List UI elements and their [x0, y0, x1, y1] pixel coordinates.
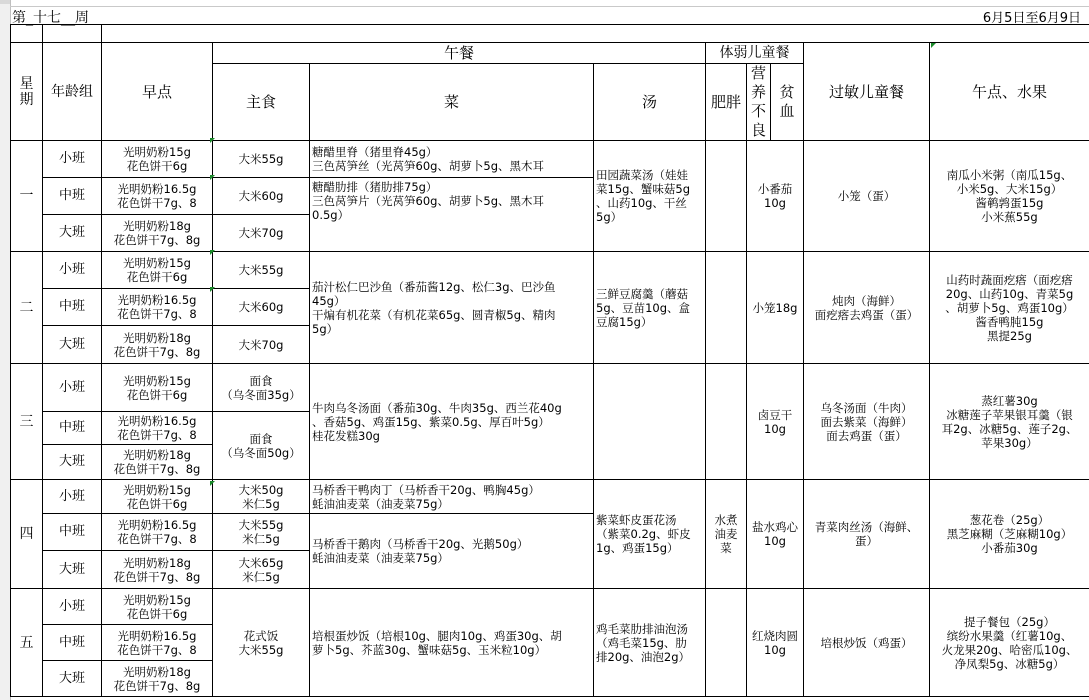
obese-cell[interactable]	[706, 252, 747, 364]
date-range: 6月5日至6月9日	[982, 11, 1081, 26]
week-label: 第_十七__周	[12, 10, 89, 26]
breakfast-cell[interactable]: 光明奶粉16.5g 花色饼干7g、8	[102, 178, 213, 215]
grade-big[interactable]: 大班	[43, 551, 102, 589]
cell-indicator-icon	[210, 138, 215, 143]
grade-middle[interactable]: 中班	[43, 178, 102, 215]
obese-cell[interactable]	[706, 141, 747, 252]
malnutrition-anemia-cell[interactable]: 小番茄 10g	[747, 141, 804, 252]
header-blank-left2	[43, 25, 102, 43]
grade-small[interactable]: 小班	[43, 141, 102, 178]
staple-header: 主食	[213, 64, 310, 141]
grade-small[interactable]: 小班	[43, 252, 102, 289]
soup-header: 汤	[594, 64, 706, 141]
snack-cell[interactable]: 提子餐包（25g） 缤纷水果羹（红薯10g、 火龙果20g、哈密瓜10g、 净凤梨5g、冰糖5g）	[930, 589, 1089, 697]
grade-small[interactable]: 小班	[43, 480, 102, 514]
malnutrition-anemia-cell[interactable]: 卤豆干 10g	[747, 364, 804, 480]
staple-cell[interactable]: 花式饭 大米55g	[213, 589, 310, 697]
breakfast-cell[interactable]: 光明奶粉16.5g 花色饼干7g、8	[102, 514, 213, 551]
dish-header: 菜	[310, 64, 594, 141]
weekday-cell[interactable]: 五	[11, 589, 43, 697]
grade-middle[interactable]: 中班	[43, 514, 102, 551]
cell-indicator-icon	[210, 175, 215, 180]
grade-middle[interactable]: 中班	[43, 625, 102, 661]
cell-indicator-icon	[210, 287, 215, 292]
breakfast-cell[interactable]: 光明奶粉15g 花色饼干6g	[102, 480, 213, 514]
obese-header: 肥胖	[706, 64, 747, 141]
malnutrition-anemia-cell[interactable]: 小笼18g	[747, 252, 804, 364]
snack-cell[interactable]: 南瓜小米粥（南瓜15g、 小米5g、大米15g） 酱鹌鹑蛋15g 小米蕉55g	[930, 141, 1089, 252]
weekday-cell[interactable]: 三	[11, 364, 43, 480]
grade-big[interactable]: 大班	[43, 215, 102, 252]
staple-cell[interactable]: 大米70g	[213, 215, 310, 252]
staple-cell[interactable]: 大米60g	[213, 289, 310, 326]
malnutrition-anemia-cell[interactable]: 红烧肉圆 10g	[747, 589, 804, 697]
snack-cell[interactable]: 葱花卷（25g） 黑芝麻糊（芝麻糊10g） 小番茄30g	[930, 480, 1089, 589]
breakfast-cell[interactable]: 光明奶粉18g 花色饼干7g、8g	[102, 215, 213, 252]
grade-big[interactable]: 大班	[43, 661, 102, 697]
malnutrition-header: 营养不良	[747, 64, 771, 141]
staple-cell[interactable]: 大米65g 米仁5g	[213, 551, 310, 589]
breakfast-cell[interactable]: 光明奶粉15g 花色饼干6g	[102, 141, 213, 178]
cell-indicator-icon	[210, 250, 215, 255]
weekday-cell[interactable]: 一	[11, 141, 43, 252]
allergy-cell[interactable]: 小笼（蛋）	[804, 141, 930, 252]
breakfast-cell[interactable]: 光明奶粉18g 花色饼干7g、8g	[102, 326, 213, 364]
soup-cell[interactable]: 三鲜豆腐羹（蘑菇 5g、豆苗10g、盒 豆腐15g）	[594, 252, 706, 364]
staple-cell[interactable]: 大米55g	[213, 141, 310, 178]
grade-big[interactable]: 大班	[43, 445, 102, 480]
dish-cell[interactable]: 茄汁松仁巴沙鱼（番茄酱12g、松仁3g、巴沙鱼 45g） 干煸有机花菜（有机花菜65g、圆青椒5g、精肉 5g）	[310, 252, 594, 364]
age-group-header: 年龄组	[43, 43, 102, 141]
staple-cell[interactable]: 大米55g	[213, 252, 310, 289]
weekday-header: 星期	[11, 43, 43, 141]
soup-cell[interactable]: 紫菜虾皮蛋花汤 （紫菜0.2g、虾皮 1g、鸡蛋15g）	[594, 480, 706, 589]
snack-cell[interactable]: 蒸红薯30g 冰糖莲子苹果银耳羹（银 耳2g、冰糖5g、莲子2g、 苹果30g）	[930, 364, 1089, 480]
header-blank-left	[11, 25, 43, 43]
sheet-corner[interactable]	[0, 0, 10, 4]
grade-big[interactable]: 大班	[43, 326, 102, 364]
grade-small[interactable]: 小班	[43, 364, 102, 412]
snack-cell[interactable]: 山药时蔬面疙瘩（面疙瘩 20g、山药10g、青菜5g 、胡萝卜5g、鸡蛋10g） 酱香鸭肫15g 黑提25g	[930, 252, 1089, 364]
breakfast-cell[interactable]: 光明奶粉15g 花色饼干6g	[102, 589, 213, 625]
anemia-header: 贫血	[771, 64, 804, 141]
dish-cell[interactable]: 牛肉乌冬汤面（番茄30g、牛肉35g、西兰花40g 、香菇5g、鸡蛋15g、紫菜0.5g、厚百叶5g） 桂花发糕30g	[310, 364, 594, 480]
header-blank-top	[102, 25, 1089, 43]
allergy-cell[interactable]: 炖肉（海鲜） 面疙瘩去鸡蛋（蛋）	[804, 252, 930, 364]
allergy-cell[interactable]: 青菜肉丝汤（海鲜、 蛋）	[804, 480, 930, 589]
dish-cell[interactable]: 马桥香干鸭肉丁（马桥香干20g、鸭胸45g） 蚝油油麦菜（油麦菜75g）	[310, 480, 594, 514]
grade-middle[interactable]: 中班	[43, 412, 102, 445]
malnutrition-anemia-cell[interactable]: 盐水鸡心 10g	[747, 480, 804, 589]
breakfast-header: 早点	[102, 43, 213, 141]
breakfast-cell[interactable]: 光明奶粉18g 花色饼干7g、8g	[102, 661, 213, 697]
breakfast-cell[interactable]: 光明奶粉15g 花色饼干6g	[102, 252, 213, 289]
breakfast-cell[interactable]: 光明奶粉16.5g 花色饼干7g、8	[102, 289, 213, 326]
breakfast-cell[interactable]: 光明奶粉18g 花色饼干7g、8g	[102, 551, 213, 589]
staple-cell[interactable]: 大米70g	[213, 326, 310, 364]
staple-cell[interactable]: 面食 （乌冬面35g）	[213, 364, 310, 412]
staple-cell[interactable]: 大米50g 米仁5g	[213, 480, 310, 514]
breakfast-cell[interactable]: 光明奶粉15g 花色饼干6g	[102, 364, 213, 412]
staple-cell[interactable]: 大米55g 米仁5g	[213, 514, 310, 551]
staple-cell[interactable]: 大米60g	[213, 178, 310, 215]
staple-cell[interactable]: 面食 （乌冬面50g）	[213, 412, 310, 480]
allergy-cell[interactable]: 培根炒饭（鸡蛋）	[804, 589, 930, 697]
top-row-line	[10, 0, 1089, 7]
weak-meal-header: 体弱儿童餐	[706, 43, 804, 64]
dish-cell[interactable]: 糖醋里脊（猪里脊45g） 三色莴笋丝（光莴笋60g、胡萝卜5g、黑木耳	[310, 141, 594, 178]
dish-cell[interactable]: 马桥香干鹅肉（马桥香干20g、光鹅50g） 蚝油油麦菜（油麦菜75g）	[310, 514, 594, 589]
dish-cell[interactable]: 糖醋肋排（猪肋排75g） 三色莴笋片（光莴笋60g、胡萝卜5g、黑木耳 0.5g）	[310, 178, 594, 252]
allergy-header: 过敏儿童餐	[804, 43, 930, 141]
snack-header: 午点、水果	[930, 43, 1089, 141]
lunch-header: 午餐	[213, 43, 706, 64]
allergy-cell[interactable]: 乌冬汤面（牛肉） 面去紫菜（海鲜） 面去鸡蛋（蛋）	[804, 364, 930, 480]
grade-small[interactable]: 小班	[43, 589, 102, 625]
breakfast-cell[interactable]: 光明奶粉16.5g 花色饼干7g、8	[102, 625, 213, 661]
weekday-cell[interactable]: 二	[11, 252, 43, 364]
soup-cell[interactable]: 鸡毛菜肋排油泡汤 （鸡毛菜15g、肋 排20g、油泡2g）	[594, 589, 706, 697]
obese-cell[interactable]: 水煮 油麦 菜	[706, 480, 747, 589]
breakfast-cell[interactable]: 光明奶粉16.5g 花色饼干7g、8	[102, 412, 213, 445]
obese-cell[interactable]	[706, 364, 747, 480]
soup-cell[interactable]	[594, 364, 706, 480]
dish-cell[interactable]: 培根蛋炒饭（培根10g、腿肉10g、鸡蛋30g、胡 萝卜5g、芥蓝30g、蟹味菇5g、玉米粒10g）	[310, 589, 594, 697]
cell-indicator-icon	[210, 481, 215, 486]
menu-table	[10, 24, 1089, 697]
obese-cell[interactable]	[706, 589, 747, 697]
cell-indicator-icon	[931, 43, 936, 48]
grade-middle[interactable]: 中班	[43, 289, 102, 326]
weekday-cell[interactable]: 四	[11, 480, 43, 589]
breakfast-cell[interactable]: 光明奶粉18g 花色饼干7g、8g	[102, 445, 213, 480]
soup-cell[interactable]: 田园蔬菜汤（娃娃 菜15g、蟹味菇5g 、山药10g、干丝 5g）	[594, 141, 706, 252]
